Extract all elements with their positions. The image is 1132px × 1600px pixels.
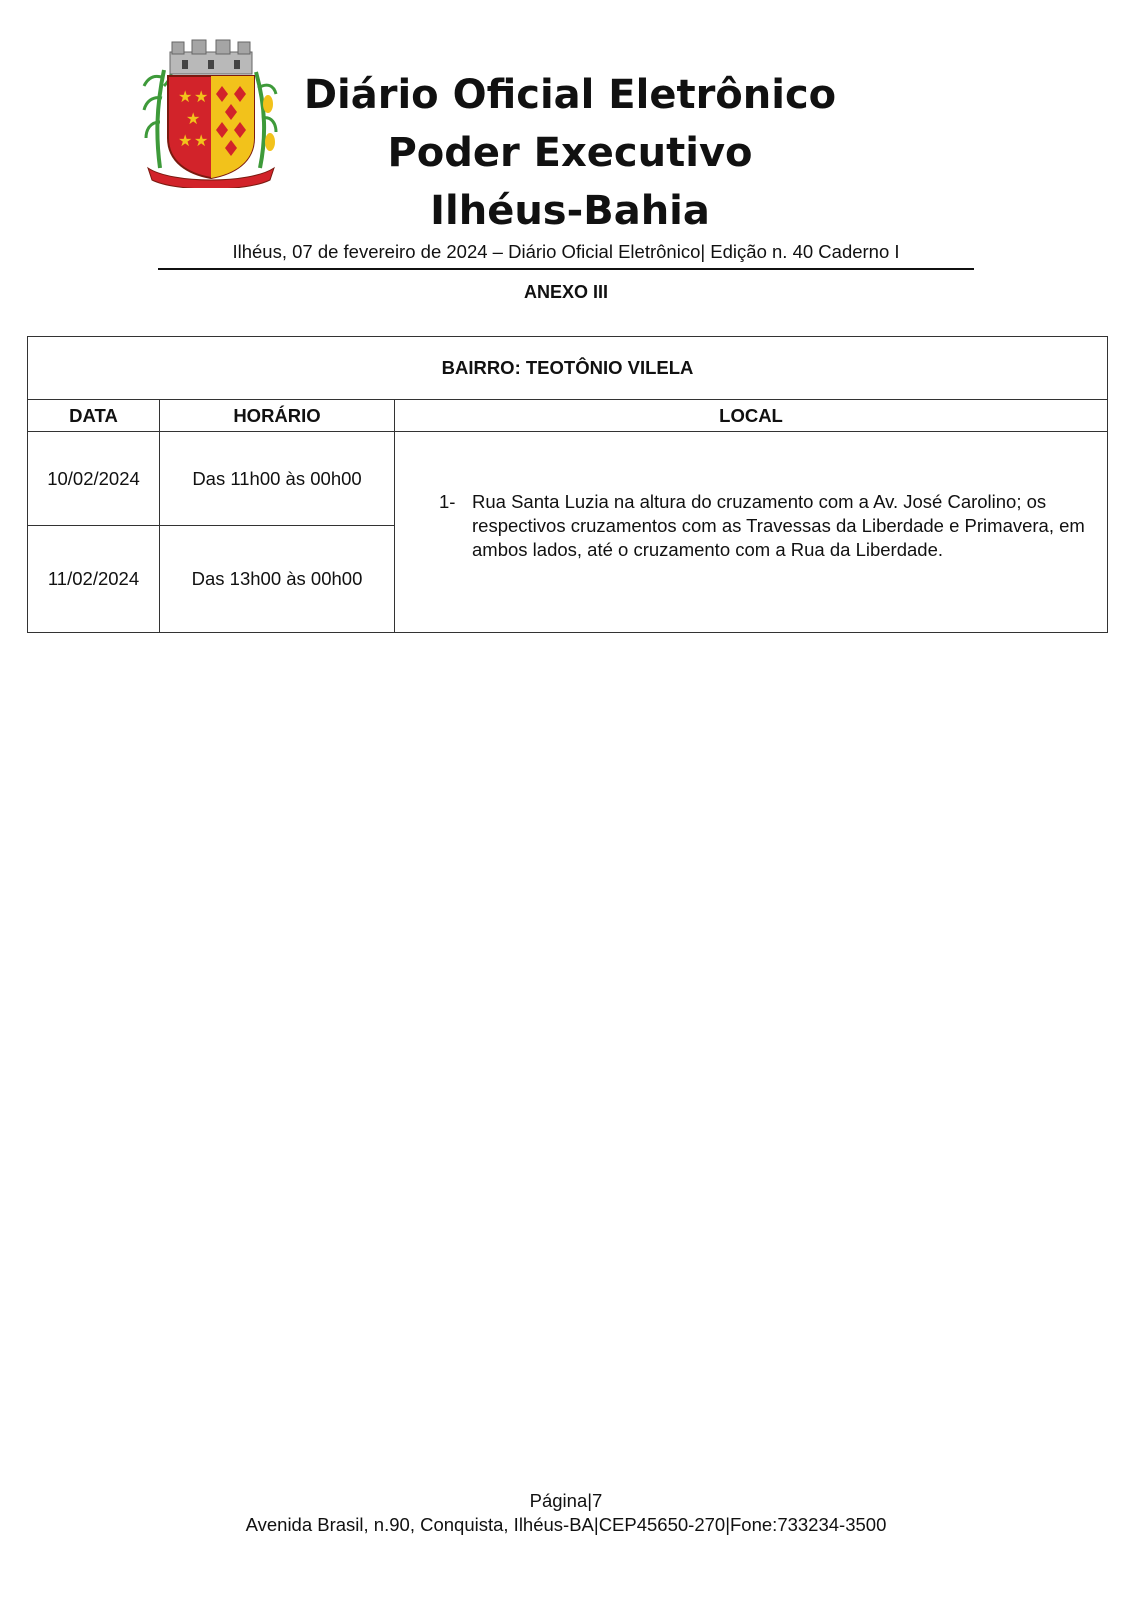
column-header-date: DATA [28, 400, 160, 432]
title-line-2: Poder Executivo [387, 130, 753, 176]
date-value: 11/02/2024 [47, 568, 140, 589]
shield-icon [168, 76, 254, 178]
mural-crown-icon [170, 40, 252, 74]
column-header-location: LOCAL [395, 400, 1108, 432]
title-line-1: Diário Oficial Eletrônico [303, 72, 837, 118]
date-cell [28, 432, 160, 526]
time-value: Das 13h00 às 00h00 [191, 568, 363, 589]
location-list-item [395, 432, 1107, 562]
masthead-title [250, 66, 890, 240]
time-cell [160, 526, 395, 633]
svg-text:★: ★ [178, 131, 193, 150]
location-item-number: 1- [439, 491, 456, 512]
title-line-3: Ilhéus-Bahia [430, 188, 710, 234]
svg-text:★: ★ [194, 87, 209, 106]
time-value: Das 11h00 às 00h00 [192, 468, 362, 489]
svg-text:★: ★ [186, 109, 201, 128]
svg-text:★: ★ [178, 87, 193, 106]
location-item-text: Rua Santa Luzia na altura do cruzamento com a Av. José Carolino; os respectivos cruzamentos com as Travessas da Liberdade e Primavera, em ambos lados, até o cruzamento com a Rua da Liberdade. [472, 491, 1085, 560]
table-row [28, 432, 1108, 526]
annex-heading: ANEXO III [523, 282, 608, 302]
svg-text:★: ★ [194, 131, 209, 150]
time-cell [160, 432, 395, 526]
date-value: 10/02/2024 [47, 468, 140, 489]
column-header-time: HORÁRIO [160, 400, 395, 432]
neighborhood-heading: BAIRRO: TEOTÔNIO VILELA [28, 337, 1108, 400]
schedule-table [27, 336, 1108, 633]
edition-dateline: Ilhéus, 07 de fevereiro de 2024 – Diário Oficial Eletrônico| Edição n. 40 Caderno I [158, 240, 974, 270]
footer-address: Avenida Brasil, n.90, Conquista, Ilhéus-BA|CEP45650-270|Fone:733234-3500 [245, 1514, 887, 1535]
date-cell [28, 526, 160, 633]
location-cell [395, 432, 1108, 633]
page-number: Página|7 [529, 1490, 603, 1511]
